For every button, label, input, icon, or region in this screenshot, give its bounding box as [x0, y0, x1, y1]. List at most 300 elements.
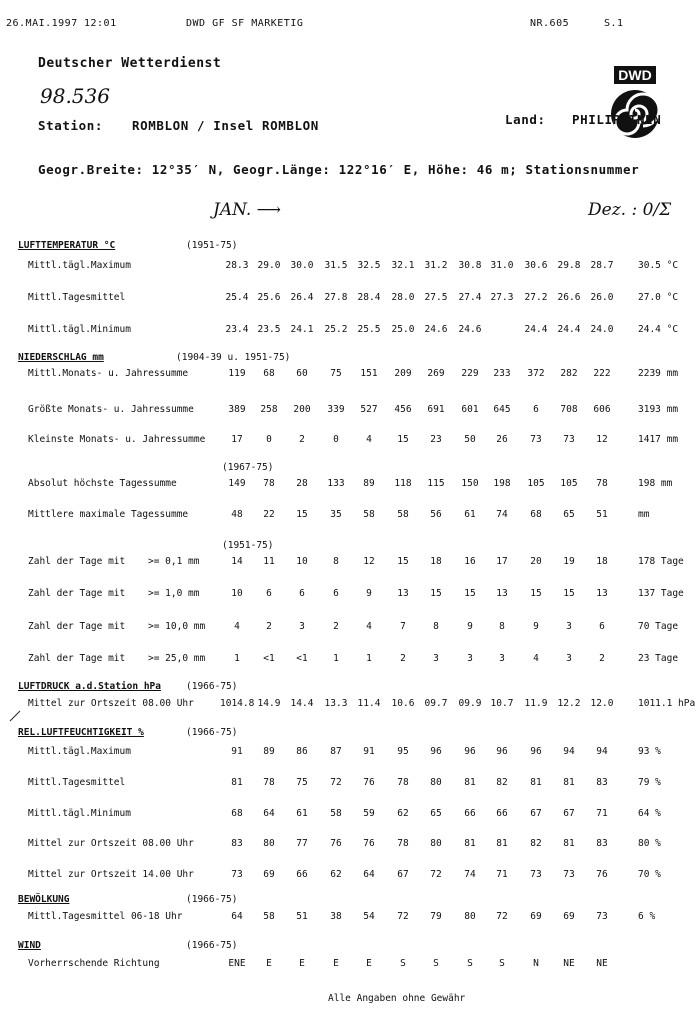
table-cell: 67 — [397, 869, 409, 880]
table-cell: 15 — [397, 556, 409, 567]
table-cell: 74 — [464, 869, 476, 880]
table-cell: 89 — [263, 746, 275, 757]
row-label: Mittel zur Ortszeit 08.00 Uhr — [28, 838, 194, 849]
station-name: ROMBLON / Insel ROMBLON — [132, 118, 319, 133]
table-cell: 229 — [461, 368, 479, 379]
table-cell: 24.6 — [424, 324, 448, 335]
table-cell: 76 — [330, 838, 342, 849]
table-cell: 24.4 — [557, 324, 581, 335]
table-cell: 91 — [231, 746, 243, 757]
table-cell: 27.5 — [424, 292, 448, 303]
table-cell: 87 — [330, 746, 342, 757]
table-cell: 83 — [231, 838, 243, 849]
table-cell: 14.9 — [257, 698, 281, 709]
table-cell: 73 — [231, 869, 243, 880]
table-cell: 3 — [467, 653, 473, 664]
row-total: 6 % — [638, 911, 656, 922]
table-cell: 72 — [430, 869, 442, 880]
table-cell: 50 — [464, 434, 476, 445]
table-cell: 51 — [596, 509, 608, 520]
table-cell: 62 — [330, 869, 342, 880]
table-cell: 62 — [397, 808, 409, 819]
table-cell: 1014.8 — [220, 698, 255, 709]
table-cell: 96 — [530, 746, 542, 757]
section-period: (1966-75) — [186, 727, 238, 738]
table-cell: 6 — [533, 404, 539, 415]
table-cell: 76 — [363, 777, 375, 788]
table-cell: 105 — [560, 478, 578, 489]
table-cell: 3 — [566, 621, 572, 632]
table-cell: 15 — [430, 588, 442, 599]
row-total: 3193 mm — [638, 404, 679, 415]
station-label: Station: — [38, 118, 104, 133]
table-cell: 7 — [400, 621, 406, 632]
table-cell: 81 — [496, 838, 508, 849]
table-cell: 80 — [464, 911, 476, 922]
table-cell: S — [433, 958, 439, 969]
table-cell: 2 — [400, 653, 406, 664]
row-total: 178 Tage — [638, 556, 684, 567]
handwritten-jan-arrow: JAN. ⟶ — [213, 200, 282, 220]
table-cell: 282 — [560, 368, 578, 379]
fax-sender: DWD GF SF MARKETIG — [186, 18, 304, 29]
table-cell: 73 — [530, 434, 542, 445]
table-cell: 14 — [231, 556, 243, 567]
dwd-logo — [600, 62, 670, 142]
table-cell: 3 — [499, 653, 505, 664]
table-cell: 22 — [263, 509, 275, 520]
fax-time: 12:01 — [84, 18, 117, 29]
section-period: (1951-75) — [186, 240, 238, 251]
table-cell: 15 — [464, 588, 476, 599]
station-number-handwritten: 98.536 — [40, 84, 110, 108]
table-cell: E — [266, 958, 272, 969]
table-cell: 115 — [427, 478, 445, 489]
table-cell: 15 — [296, 509, 308, 520]
row-label: Mittl.Monats- u. Jahressumme — [28, 368, 189, 379]
table-cell: 1 — [366, 653, 372, 664]
table-cell: 105 — [527, 478, 545, 489]
table-cell: 0 — [266, 434, 272, 445]
table-cell: 73 — [563, 434, 575, 445]
table-cell: 3 — [566, 653, 572, 664]
table-cell: 200 — [293, 404, 311, 415]
section-period: (1966-75) — [186, 681, 238, 692]
row-label: Zahl der Tage mit — [28, 556, 126, 567]
row-label: Mittel zur Ortszeit 14.00 Uhr — [28, 869, 194, 880]
table-cell: 8 — [499, 621, 505, 632]
table-cell: 25.6 — [257, 292, 281, 303]
table-cell: 601 — [461, 404, 479, 415]
table-cell: 708 — [560, 404, 578, 415]
row-total: 1417 mm — [638, 434, 679, 445]
table-cell: 18 — [596, 556, 608, 567]
table-cell: 10 — [296, 556, 308, 567]
row-total: 24.4 °C — [638, 324, 679, 335]
row-total: 70 Tage — [638, 621, 679, 632]
table-cell: 89 — [363, 478, 375, 489]
table-cell: 1 — [333, 653, 339, 664]
table-cell: 119 — [228, 368, 246, 379]
table-cell: 2 — [266, 621, 272, 632]
table-cell: 29.0 — [257, 260, 281, 271]
table-cell: 10.7 — [490, 698, 514, 709]
table-cell: 64 — [363, 869, 375, 880]
table-cell: 13 — [596, 588, 608, 599]
table-cell: 1 — [234, 653, 240, 664]
table-cell: 66 — [296, 869, 308, 880]
table-cell: NE — [596, 958, 608, 969]
table-cell: 75 — [330, 368, 342, 379]
table-cell: 80 — [263, 838, 275, 849]
row-label: Mittl.tägl.Minimum — [28, 808, 131, 819]
handwritten-dez-note: Dez. : 0/Σ — [588, 200, 672, 220]
table-cell: 71 — [596, 808, 608, 819]
table-cell: 13 — [397, 588, 409, 599]
table-cell: 32.5 — [357, 260, 381, 271]
fax-page: S.1 — [604, 18, 624, 29]
sub-period: (1967-75) — [222, 462, 274, 473]
table-cell: 73 — [563, 869, 575, 880]
table-cell: 269 — [427, 368, 445, 379]
table-cell: 27.4 — [458, 292, 482, 303]
row-condition: >= 1,0 mm — [148, 588, 200, 599]
table-cell: E — [366, 958, 372, 969]
table-cell: 35 — [330, 509, 342, 520]
table-cell: 13.3 — [324, 698, 348, 709]
table-cell: 14.4 — [290, 698, 314, 709]
table-cell: 15 — [563, 588, 575, 599]
row-label: Mittlere maximale Tagessumme — [28, 509, 189, 520]
row-total: 30.5 °C — [638, 260, 679, 271]
table-cell: 24.1 — [290, 324, 314, 335]
table-cell: 198 — [493, 478, 511, 489]
section-title: NIEDERSCHLAG mm — [18, 352, 104, 363]
table-cell: 209 — [394, 368, 412, 379]
table-cell: 51 — [296, 911, 308, 922]
table-cell: 28.4 — [357, 292, 381, 303]
table-cell: 372 — [527, 368, 545, 379]
table-cell: 25.4 — [225, 292, 249, 303]
table-cell: 18 — [430, 556, 442, 567]
table-cell: 30.6 — [524, 260, 548, 271]
table-cell: 24.4 — [524, 324, 548, 335]
table-cell: 24.6 — [458, 324, 482, 335]
table-cell: 26.6 — [557, 292, 581, 303]
row-label: Vorherrschende Richtung — [28, 958, 160, 969]
table-cell: 71 — [496, 869, 508, 880]
section-title: WIND — [18, 940, 41, 951]
row-total: 27.0 °C — [638, 292, 679, 303]
fax-date: 26.MAI.1997 — [6, 18, 78, 29]
table-cell: 0 — [333, 434, 339, 445]
table-cell: 2 — [333, 621, 339, 632]
table-cell: 4 — [366, 434, 372, 445]
sub-period: (1951-75) — [222, 540, 274, 551]
table-cell: 11.4 — [357, 698, 381, 709]
table-cell: 28 — [296, 478, 308, 489]
table-cell: 456 — [394, 404, 412, 415]
row-label: Kleinste Monats- u. Jahressumme — [28, 434, 206, 445]
table-cell: 30.8 — [458, 260, 482, 271]
fax-number: NR.605 — [530, 18, 570, 29]
table-cell: 28.0 — [391, 292, 415, 303]
table-cell: 94 — [563, 746, 575, 757]
table-cell: 25.0 — [391, 324, 415, 335]
table-cell: 28.7 — [590, 260, 614, 271]
table-cell: 81 — [530, 777, 542, 788]
table-cell: ENE — [228, 958, 246, 969]
table-cell: 31.0 — [490, 260, 514, 271]
table-cell: 6 — [266, 588, 272, 599]
table-cell: 29.8 — [557, 260, 581, 271]
table-cell: 17 — [231, 434, 243, 445]
table-cell: 58 — [397, 509, 409, 520]
row-label: Mittel zur Ortszeit 08.00 Uhr — [28, 698, 194, 709]
table-cell: 66 — [496, 808, 508, 819]
table-cell: NE — [563, 958, 575, 969]
table-cell: 31.2 — [424, 260, 448, 271]
table-cell: S — [499, 958, 505, 969]
table-cell: E — [333, 958, 339, 969]
row-condition: >= 10,0 mm — [148, 621, 206, 632]
table-cell: 9 — [366, 588, 372, 599]
table-cell: 09.9 — [458, 698, 482, 709]
table-cell: 69 — [530, 911, 542, 922]
table-cell: 78 — [263, 478, 275, 489]
table-cell: 30.0 — [290, 260, 314, 271]
table-cell: 72 — [397, 911, 409, 922]
section-title: LUFTDRUCK a.d.Station hPa — [18, 681, 161, 692]
row-total: 79 % — [638, 777, 661, 788]
org-name: Deutscher Wetterdienst — [38, 56, 222, 71]
table-cell: 25.5 — [357, 324, 381, 335]
table-cell: 4 — [533, 653, 539, 664]
table-cell: 151 — [360, 368, 378, 379]
table-cell: 69 — [563, 911, 575, 922]
row-label: Mittl.Tagesmittel — [28, 292, 126, 303]
table-cell: 68 — [231, 808, 243, 819]
table-cell: 24.0 — [590, 324, 614, 335]
table-cell: 339 — [327, 404, 345, 415]
table-cell: 64 — [263, 808, 275, 819]
table-cell: 12.2 — [557, 698, 581, 709]
table-cell: 26.0 — [590, 292, 614, 303]
table-cell: 645 — [493, 404, 511, 415]
table-cell: 27.8 — [324, 292, 348, 303]
table-cell: 61 — [296, 808, 308, 819]
table-cell: 527 — [360, 404, 378, 415]
table-cell: 72 — [330, 777, 342, 788]
row-label: Zahl der Tage mit — [28, 588, 126, 599]
row-label: Zahl der Tage mit — [28, 621, 126, 632]
table-cell: 15 — [397, 434, 409, 445]
table-cell: 79 — [430, 911, 442, 922]
table-cell: 23.4 — [225, 324, 249, 335]
table-cell: 91 — [363, 746, 375, 757]
section-title: LUFTTEMPERATUR °C — [18, 240, 116, 251]
table-cell: 12 — [363, 556, 375, 567]
table-cell: 2 — [599, 653, 605, 664]
row-total: 1011.1 hPa — [638, 698, 696, 709]
footer-disclaimer: Alle Angaben ohne Gewähr — [328, 993, 466, 1004]
table-cell: E — [299, 958, 305, 969]
table-cell: 96 — [496, 746, 508, 757]
table-cell: 64 — [231, 911, 243, 922]
table-cell: <1 — [296, 653, 308, 664]
table-cell: 118 — [394, 478, 412, 489]
table-cell: 78 — [596, 478, 608, 489]
table-cell: 222 — [593, 368, 611, 379]
table-cell: 389 — [228, 404, 246, 415]
table-cell: S — [467, 958, 473, 969]
table-cell: 82 — [496, 777, 508, 788]
land-value: PHILIPPINEN — [572, 112, 662, 127]
table-cell: 258 — [260, 404, 278, 415]
table-cell: 78 — [397, 838, 409, 849]
table-cell: 27.3 — [490, 292, 514, 303]
row-total: 70 % — [638, 869, 661, 880]
table-cell: 27.2 — [524, 292, 548, 303]
row-total: 137 Tage — [638, 588, 684, 599]
row-label: Absolut höchste Tagessumme — [28, 478, 177, 489]
table-cell: S — [400, 958, 406, 969]
table-cell: 78 — [397, 777, 409, 788]
table-cell: 31.5 — [324, 260, 348, 271]
table-cell: 61 — [464, 509, 476, 520]
row-total: 2239 mm — [638, 368, 679, 379]
table-cell: 28.3 — [225, 260, 249, 271]
table-cell: 150 — [461, 478, 479, 489]
table-cell: 19 — [563, 556, 575, 567]
table-cell: 76 — [596, 869, 608, 880]
table-cell: 81 — [563, 838, 575, 849]
table-cell: 10.6 — [391, 698, 415, 709]
row-total: 23 Tage — [638, 653, 679, 664]
table-cell: 23 — [430, 434, 442, 445]
table-cell: 20 — [530, 556, 542, 567]
table-cell: 3 — [433, 653, 439, 664]
table-cell: 9 — [533, 621, 539, 632]
table-cell: 80 — [430, 777, 442, 788]
table-cell: 149 — [228, 478, 246, 489]
table-cell: 69 — [263, 869, 275, 880]
table-cell: 65 — [430, 808, 442, 819]
table-cell: 65 — [563, 509, 575, 520]
row-label: Mittl.Tagesmittel — [28, 777, 126, 788]
table-cell: 77 — [296, 838, 308, 849]
table-cell: 606 — [593, 404, 611, 415]
table-cell: 26.4 — [290, 292, 314, 303]
table-cell: 58 — [263, 911, 275, 922]
table-cell: 25.2 — [324, 324, 348, 335]
table-cell: 6 — [333, 588, 339, 599]
table-cell: 75 — [296, 777, 308, 788]
row-condition: >= 0,1 mm — [148, 556, 200, 567]
table-cell: 6 — [599, 621, 605, 632]
row-label: Mittl.tägl.Maximum — [28, 260, 131, 271]
table-cell: 72 — [496, 911, 508, 922]
row-condition: >= 25,0 mm — [148, 653, 206, 664]
table-cell: 67 — [563, 808, 575, 819]
section-period: (1904-39 u. 1951-75) — [176, 352, 291, 363]
table-cell: 17 — [496, 556, 508, 567]
table-cell: 11 — [263, 556, 275, 567]
row-total: 93 % — [638, 746, 661, 757]
table-cell: 133 — [327, 478, 345, 489]
table-cell: 59 — [363, 808, 375, 819]
table-cell: 83 — [596, 777, 608, 788]
table-cell: 83 — [596, 838, 608, 849]
table-cell: 94 — [596, 746, 608, 757]
table-cell: 26 — [496, 434, 508, 445]
table-cell: 4 — [234, 621, 240, 632]
table-cell: 12 — [596, 434, 608, 445]
table-cell: 11.9 — [524, 698, 548, 709]
table-cell: 58 — [363, 509, 375, 520]
table-cell: 8 — [333, 556, 339, 567]
table-cell: 16 — [464, 556, 476, 567]
table-cell: 54 — [363, 911, 375, 922]
table-cell: 60 — [296, 368, 308, 379]
table-cell: 73 — [596, 911, 608, 922]
table-cell: 76 — [363, 838, 375, 849]
table-cell: 3 — [299, 621, 305, 632]
table-cell: 81 — [464, 777, 476, 788]
table-cell: 78 — [263, 777, 275, 788]
table-cell: 86 — [296, 746, 308, 757]
table-cell: 9 — [467, 621, 473, 632]
table-cell: 6 — [299, 588, 305, 599]
table-cell: 80 — [430, 838, 442, 849]
table-cell: 10 — [231, 588, 243, 599]
row-label: Mittl.tägl.Maximum — [28, 746, 131, 757]
table-cell: 74 — [496, 509, 508, 520]
table-cell: 13 — [496, 588, 508, 599]
table-cell: 66 — [464, 808, 476, 819]
table-cell: 81 — [231, 777, 243, 788]
table-cell: N — [533, 958, 539, 969]
table-cell: 82 — [530, 838, 542, 849]
table-cell: 56 — [430, 509, 442, 520]
row-total: 80 % — [638, 838, 661, 849]
section-period: (1966-75) — [186, 894, 238, 905]
row-total: 64 % — [638, 808, 661, 819]
table-cell: 12.0 — [590, 698, 614, 709]
row-label: Zahl der Tage mit — [28, 653, 126, 664]
table-cell: 81 — [563, 777, 575, 788]
table-cell: 58 — [330, 808, 342, 819]
section-title: BEWÖLKUNG — [18, 894, 70, 905]
table-cell: 2 — [299, 434, 305, 445]
table-cell: 233 — [493, 368, 511, 379]
table-cell: 691 — [427, 404, 445, 415]
table-cell: 81 — [464, 838, 476, 849]
row-label: Mittl.tägl.Minimum — [28, 324, 131, 335]
table-cell: 95 — [397, 746, 409, 757]
table-cell: 68 — [530, 509, 542, 520]
geo-line: Geogr.Breite: 12°35′ N, Geogr.Länge: 122°16′ E, Höhe: 46 m; Stationsnummer — [38, 162, 640, 177]
row-label: Mittl.Tagesmittel 06-18 Uhr — [28, 911, 183, 922]
table-cell: 15 — [530, 588, 542, 599]
row-label: Größte Monats- u. Jahressumme — [28, 404, 194, 415]
table-cell: <1 — [263, 653, 275, 664]
row-total: 198 mm — [638, 478, 673, 489]
row-total: mm — [638, 509, 650, 520]
section-period: (1966-75) — [186, 940, 238, 951]
table-cell: 73 — [530, 869, 542, 880]
table-cell: 23.5 — [257, 324, 281, 335]
